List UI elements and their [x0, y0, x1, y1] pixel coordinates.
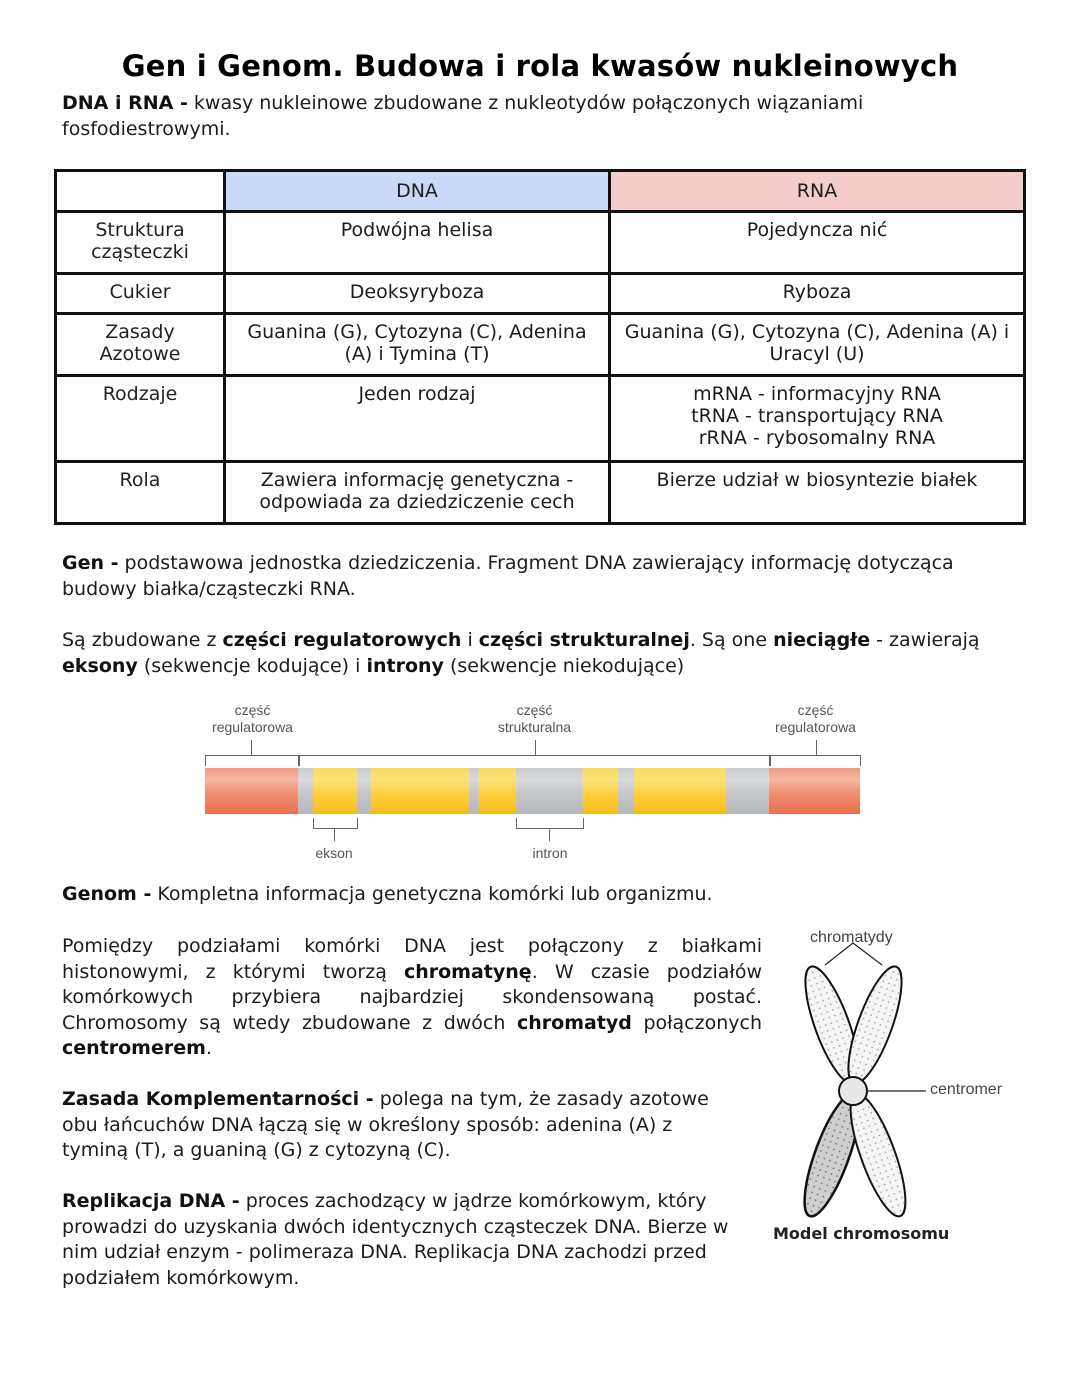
segment-intron: [298, 768, 313, 814]
header-empty: [56, 171, 225, 212]
text: Pomiędzy podziałami komórki DNA jest połączony z białkami histonowymi, z którymi tworzą: [62, 935, 762, 983]
bold-structural: części strukturalnej: [478, 629, 690, 651]
cell-rna-structure: Pojedyncza nić: [610, 212, 1025, 274]
cell-dna-bases: Guanina (G), Cytozyna (C), Adenina (A) i Tymina (T): [225, 314, 610, 376]
gen-text: podstawowa jednostka dziedziczenia. Fragment DNA zawierający informację dotycząca budowy białka/cząsteczki RNA.: [62, 552, 954, 600]
gen-definition: [62, 551, 962, 602]
complementarity-term: Zasada Komplementarności -: [62, 1088, 374, 1110]
segment-intron: [516, 768, 583, 814]
label-regulatory-left: [195, 702, 310, 736]
header-rna: RNA: [610, 171, 1025, 212]
table-row: [56, 212, 1025, 274]
bracket-stem: [251, 740, 252, 755]
label-exon: ekson: [315, 845, 353, 861]
label-line: część: [516, 702, 553, 718]
segment-intron: [357, 768, 371, 814]
complementarity-paragraph: [62, 1087, 732, 1164]
segment-regulatory: [769, 768, 860, 814]
page-title: Gen i Genom. Budowa i rola kwasów nukleinowych: [121, 49, 959, 84]
bold-chromatin: chromatynę: [403, 960, 532, 983]
text: połączonych: [631, 1011, 762, 1034]
label-structural: [477, 702, 592, 736]
bold-chromatids: chromatyd: [516, 1011, 632, 1034]
bracket-stem: [816, 740, 817, 755]
segment-intron: [618, 768, 634, 814]
table-row: [56, 314, 1025, 376]
text: - zawierają: [870, 629, 980, 651]
label-line: strukturalna: [497, 719, 572, 735]
text: Są zbudowane z: [62, 629, 223, 651]
segment-exon: [583, 768, 618, 814]
table-row: [56, 376, 1025, 462]
segment-exon: [313, 768, 357, 814]
bold-regulatory: części regulatorowych: [222, 629, 462, 651]
label-line: część: [234, 702, 271, 718]
cell-dna-role: Zawiera informację genetyczna - odpowiada za dziedziczenie cech: [225, 462, 610, 524]
table-header-row: [56, 171, 1025, 212]
cell-rna-sugar: Ryboza: [610, 274, 1025, 314]
replication-paragraph: [62, 1189, 762, 1291]
bracket-regulatory-left: [205, 755, 299, 766]
cell-rna-role: Bierze udział w biosyntezie białek: [610, 462, 1025, 524]
segment-exon: [371, 768, 469, 814]
bracket-stem: [334, 829, 335, 841]
text: . W czasie podziałów komórkowych przybiera najbardziej skondensowaną postać. Chromosomy są wtedy zbudowane z dwóch: [62, 960, 762, 1034]
bracket-stem: [535, 740, 536, 755]
rna-type-rrna: rRNA - rybosomalny RNA: [698, 427, 936, 449]
bracket-exon: [313, 818, 358, 829]
label-chromatids: chromatydy: [810, 929, 893, 946]
bracket-structural: [299, 755, 770, 766]
text: . Są one: [689, 629, 774, 651]
cell-dna-types: Jeden rodzaj: [225, 376, 610, 462]
header-dna: DNA: [225, 171, 610, 212]
chromosome-figure: [770, 925, 1020, 1255]
rna-type-trna: tRNA - transportujący RNA: [691, 405, 943, 427]
genom-term: Genom -: [62, 883, 152, 905]
rna-type-mrna: mRNA - informacyjny RNA: [693, 383, 941, 405]
text: i: [461, 629, 479, 651]
gen-structure-paragraph: [62, 628, 1012, 679]
bracket-stem: [549, 829, 550, 841]
text: (sekwencje niekodujące): [443, 654, 685, 677]
label-line: regulatorowa: [775, 719, 856, 735]
segment-regulatory: [205, 768, 298, 814]
gene-structure-diagram: [195, 700, 875, 870]
label-line: regulatorowa: [212, 719, 293, 735]
genom-definition: [62, 882, 962, 908]
figure-caption: Model chromosomu: [773, 1224, 950, 1243]
segment-exon: [634, 768, 726, 814]
cell-dna-sugar: Deoksyryboza: [225, 274, 610, 314]
row-label-bases: Zasady Azotowe: [56, 314, 225, 376]
row-label-types: Rodzaje: [56, 376, 225, 462]
replication-text: proces zachodzący w jądrze komórkowym, który prowadzi do uzyskania dwóch identycznych cząsteczek DNA. Bierze w nim udział enzym - polimeraza DNA. Replikacja DNA zachodzi przed podziałem komórkowym.: [62, 1190, 729, 1289]
complementarity-text: polega na tym, że zasady azotowe obu łańcuchów DNA łączą się w określony sposób: adenina (A) z tyminą (T), a guaniną (G) z cytozyną (C).: [62, 1088, 709, 1161]
segment-intron: [726, 768, 769, 814]
segment-exon: [479, 768, 516, 814]
row-label-sugar: Cukier: [56, 274, 225, 314]
bracket-intron: [516, 818, 584, 829]
segment-intron: [469, 768, 479, 814]
row-label-role: Rola: [56, 462, 225, 524]
cell-rna-types: [610, 376, 1025, 462]
cell-rna-bases: Guanina (G), Cytozyna (C), Adenina (A) i Uracyl (U): [610, 314, 1025, 376]
table-row: [56, 462, 1025, 524]
chromosome-illustration-icon: [770, 925, 1020, 1225]
label-regulatory-right: [758, 702, 873, 736]
row-label-structure: Struktura cząsteczki: [56, 212, 225, 274]
label-intron: intron: [532, 845, 568, 861]
gen-term: Gen -: [62, 552, 119, 574]
intro-paragraph: [62, 91, 942, 142]
text: (sekwencje kodujące) i: [137, 654, 367, 677]
text: .: [205, 1037, 212, 1059]
table-row: [56, 274, 1025, 314]
intro-term: DNA i RNA -: [62, 92, 188, 114]
replication-term: Replikacja DNA -: [62, 1190, 240, 1212]
bold-introns: introny: [366, 654, 444, 677]
bold-exons: eksony: [62, 654, 138, 677]
label-centromere: centromer: [930, 1081, 1003, 1098]
dna-rna-comparison-table: [54, 169, 1026, 525]
genom-text: Kompletna informacja genetyczna komórki lub organizmu.: [151, 883, 713, 905]
cell-dna-structure: Podwójna helisa: [225, 212, 610, 274]
intro-text: kwasy nukleinowe zbudowane z nukleotydów połączonych wiązaniami fosfodiestrowymi.: [62, 92, 864, 140]
label-line: część: [797, 702, 834, 718]
chromatin-paragraph: [62, 934, 762, 1062]
bracket-regulatory-right: [770, 755, 861, 766]
bold-centromere: centromerem: [62, 1037, 206, 1059]
bold-discontinuous: nieciągłe: [773, 629, 871, 651]
